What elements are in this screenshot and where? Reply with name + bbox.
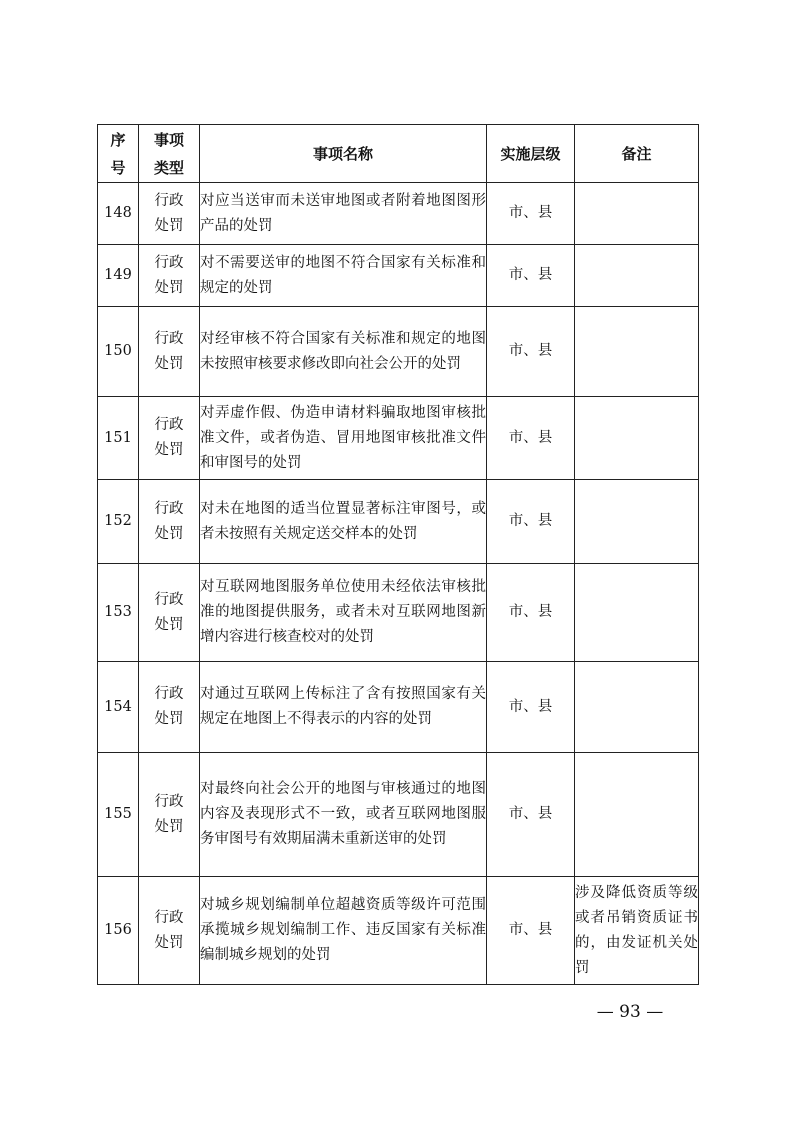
row-number: 155	[98, 753, 139, 877]
row-number: 154	[98, 662, 139, 753]
row-name: 对城乡规划编制单位超越资质等级许可范围承揽城乡规划编制工作、违反国家有关标准编制城乡规划的处罚	[200, 877, 487, 985]
row-name: 对弄虚作假、伪造申请材料骗取地图审核批准文件，或者伪造、冒用地图审核批准文件和审图号的处罚	[200, 397, 487, 480]
row-level: 市、县	[487, 480, 575, 564]
table-row	[98, 564, 699, 662]
row-name: 对最终向社会公开的地图与审核通过的地图内容及表现形式不一致，或者互联网地图服务审图号有效期届满未重新送审的处罚	[200, 753, 487, 877]
table-row	[98, 397, 699, 480]
row-type: 行政 处罚	[139, 877, 200, 985]
row-number: 156	[98, 877, 139, 985]
table-row	[98, 877, 699, 985]
table-header-row	[98, 125, 699, 183]
header-level: 实施层级	[487, 125, 575, 183]
row-name: 对互联网地图服务单位使用未经依法审核批准的地图提供服务，或者未对互联网地图新增内容进行核查校对的处罚	[200, 564, 487, 662]
table-row	[98, 307, 699, 397]
row-number: 153	[98, 564, 139, 662]
row-note	[575, 183, 699, 245]
row-type: 行政 处罚	[139, 662, 200, 753]
row-level: 市、县	[487, 877, 575, 985]
row-note: 涉及降低资质等级或者吊销资质证书的，由发证机关处罚	[575, 877, 699, 985]
row-note	[575, 307, 699, 397]
row-type: 行政 处罚	[139, 564, 200, 662]
row-type: 行政 处罚	[139, 307, 200, 397]
row-level: 市、县	[487, 397, 575, 480]
row-level: 市、县	[487, 662, 575, 753]
row-type: 行政 处罚	[139, 480, 200, 564]
row-number: 150	[98, 307, 139, 397]
row-number: 152	[98, 480, 139, 564]
row-number: 149	[98, 245, 139, 307]
row-note	[575, 397, 699, 480]
row-note	[575, 480, 699, 564]
row-level: 市、县	[487, 307, 575, 397]
row-name: 对应当送审而未送审地图或者附着地图图形产品的处罚	[200, 183, 487, 245]
row-type: 行政 处罚	[139, 753, 200, 877]
table-row	[98, 662, 699, 753]
header-name: 事项名称	[200, 125, 487, 183]
table-row	[98, 480, 699, 564]
table-row	[98, 753, 699, 877]
row-note	[575, 662, 699, 753]
row-name: 对未在地图的适当位置显著标注审图号，或者未按照有关规定送交样本的处罚	[200, 480, 487, 564]
row-type: 行政 处罚	[139, 397, 200, 480]
row-name: 对不需要送审的地图不符合国家有关标准和规定的处罚	[200, 245, 487, 307]
header-type: 事项 类型	[139, 125, 200, 183]
row-note	[575, 245, 699, 307]
row-level: 市、县	[487, 245, 575, 307]
table-row	[98, 183, 699, 245]
header-note: 备注	[575, 125, 699, 183]
header-no: 序 号	[98, 125, 139, 183]
row-type: 行政 处罚	[139, 245, 200, 307]
row-note	[575, 564, 699, 662]
row-name: 对通过互联网上传标注了含有按照国家有关规定在地图上不得表示的内容的处罚	[200, 662, 487, 753]
items-table	[97, 124, 699, 985]
row-type: 行政 处罚	[139, 183, 200, 245]
row-level: 市、县	[487, 753, 575, 877]
row-name: 对经审核不符合国家有关标准和规定的地图未按照审核要求修改即向社会公开的处罚	[200, 307, 487, 397]
row-number: 148	[98, 183, 139, 245]
row-level: 市、县	[487, 564, 575, 662]
row-level: 市、县	[487, 183, 575, 245]
row-note	[575, 753, 699, 877]
row-number: 151	[98, 397, 139, 480]
table-row	[98, 245, 699, 307]
page-number: — 93 —	[596, 1002, 664, 1022]
